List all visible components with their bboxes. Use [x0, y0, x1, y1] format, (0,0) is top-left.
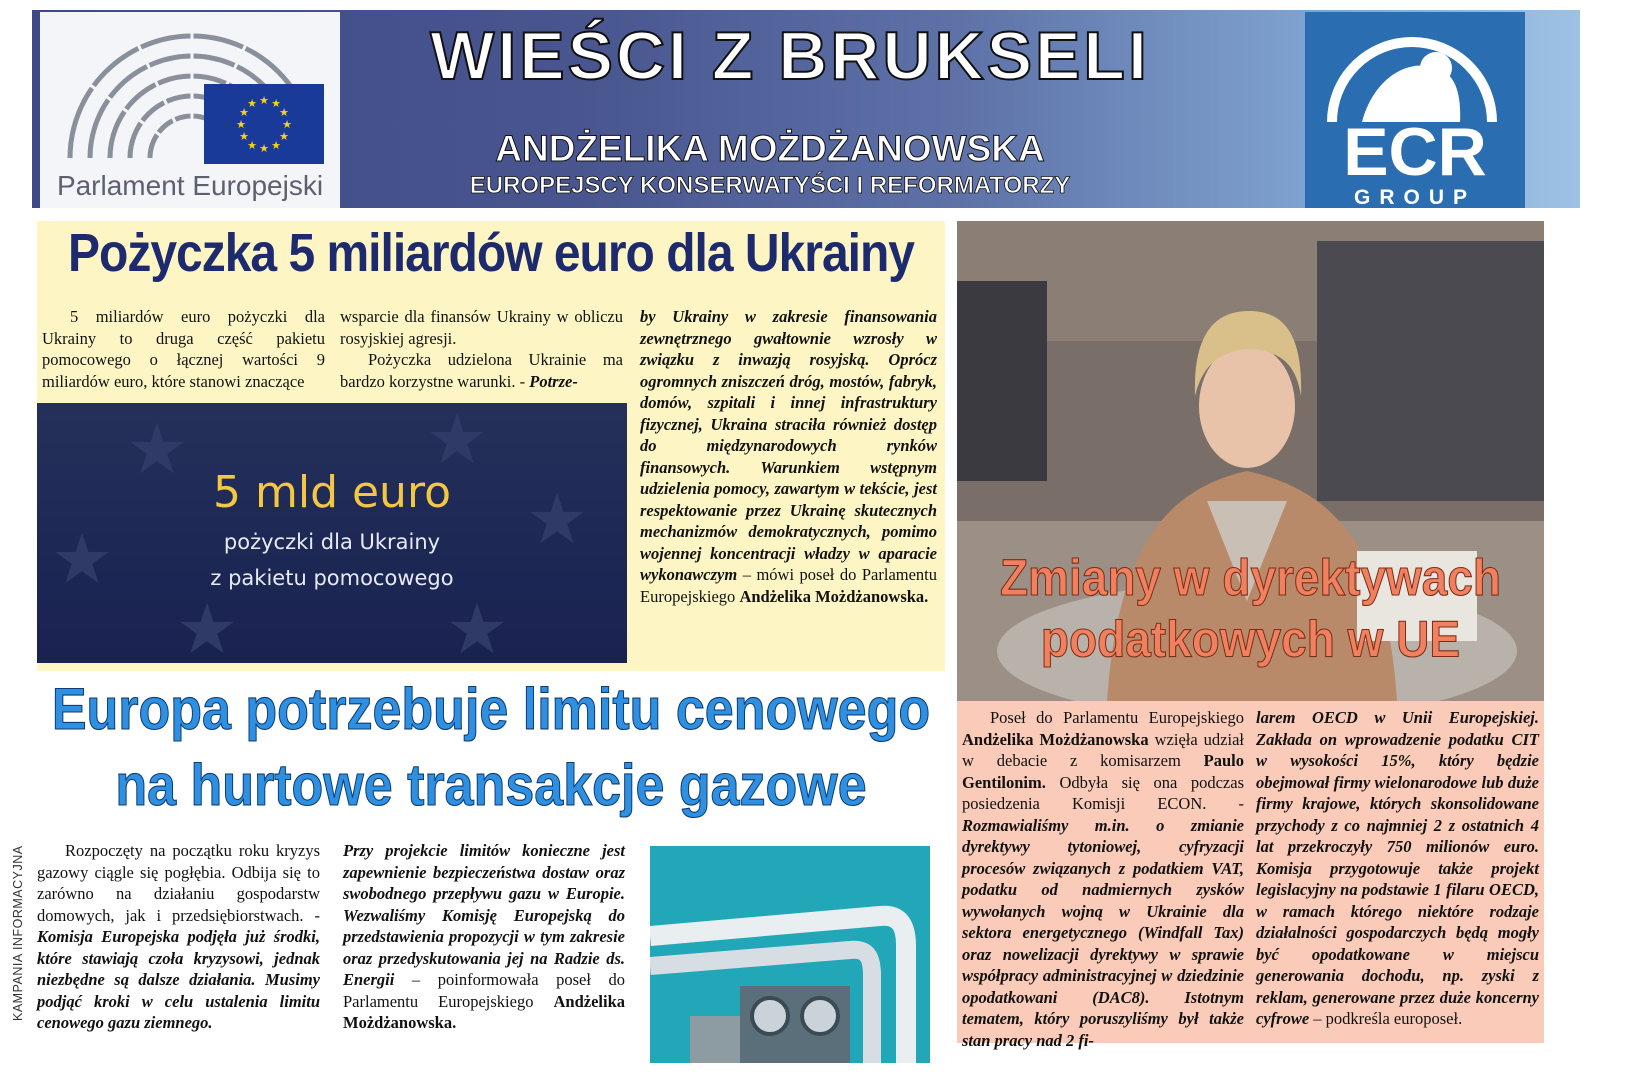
party-name: EUROPEJSCY KONSERWATYŚCI I REFORMATORZY: [469, 172, 1071, 199]
svg-text:★: ★: [271, 97, 281, 110]
svg-text:★: ★: [425, 403, 489, 480]
ecr-group-label: GROUP: [1353, 186, 1476, 209]
svg-text:★: ★: [282, 118, 292, 131]
svg-text:★: ★: [175, 588, 239, 663]
side-label: KAMPANIA INFORMACYJNA: [11, 845, 25, 1021]
lion-icon: [1322, 22, 1502, 122]
svg-text:★: ★: [247, 97, 257, 110]
svg-text:★: ★: [259, 94, 269, 107]
svg-text:★: ★: [50, 518, 114, 600]
svg-text:★: ★: [239, 130, 249, 143]
loan-caption-line-2: z pakietu pomocowego: [210, 566, 454, 590]
svg-text:★: ★: [259, 142, 269, 155]
article-gas-headline-line-1: Europa potrzebuje limitu cenowego: [51, 677, 931, 743]
article-tax-column-2: [1256, 707, 1539, 1030]
svg-text:★: ★: [236, 118, 246, 131]
ecr-wordmark: ECR: [1343, 114, 1487, 190]
paragraph: by Ukrainy w zakresie finansowania zewnętrznego gwałtownie wzrosły w związku z inwazją rosyjską. Oprócz ogromnych zniszczeń dróg, mostów, fabryk, domów, szpitali i innej infrastruktury fizycznej, Ukraina straciła również dostęp do międzynarodowych rynków finansowych. Warunkiem wstępnym udzielenia pomocy, zawartym w tekście, jest respektowanie przez Ukrainę skutecznych mechanizmów demokratycznych, pomimo wojennej koncentracji władzy w aparacie wykonawczym – mówi poseł do Parlamentu Europejskiego Andżelika Możdżanowska.: [640, 307, 938, 606]
publication-title: WIEŚCI Z BRUKSELI: [430, 18, 1150, 94]
article-gas-column-2: [343, 840, 625, 1034]
article-ukraine-loan-column-2: [340, 306, 623, 392]
article-ukraine-loan-column-1: [42, 306, 325, 392]
article-ukraine-loan-headline: Pożyczka 5 miliardów euro dla Ukrainy: [68, 223, 914, 284]
gas-pipeline-photo: [650, 846, 930, 1063]
paragraph: wsparcie dla finansów Ukrainy w obliczu rosyjskiej agresji.: [340, 307, 623, 348]
loan-amount: 5 mld euro: [213, 467, 451, 518]
paragraph: Przy projekcie limitów konieczne jest zapewnienie bezpieczeństwa dostaw oraz swobodnego przepływu gazu w Europie. Wezwaliśmy Komisję Europejską do przedstawienia propozycji w tym zakresie oraz przedyskutowania jej na Radzie ds. Energii – poinformowała poseł do Parlamentu Europejskiego Andżelika Możdżanowska.: [343, 841, 625, 1032]
article-tax-column-1: [962, 707, 1244, 1051]
mep-name: ANDŻELIKA MOŻDŻANOWSKA: [495, 128, 1045, 169]
article-tax-headline-line-1: Zmiany w dyrektywach: [999, 548, 1502, 606]
paragraph: larem OECD w Unii Europejskiej. Zakłada on wprowadzenie podatku CIT w wysokości 15%, który będzie obejmował firmy wielonarodowe lub duże firmy krajowe, których skonsolidowane przychody z co najmniej 2 z ostatnich 4 lat przekroczyły 750 milionów euro. Komisja przygotowuje także projekt legislacyjny na podstawie 1 filaru OECD, w ramach którego niektóre rodzaje działalności gospodarczych będą mogły być opodatkowane w miejscu generowania dochodu, np. zyski z reklam, generowane przez duże koncerny cyfrowe – podkreśla europoseł.: [1256, 708, 1539, 1028]
eu-flag-icon: [204, 84, 324, 164]
article-gas-headline-line-2: na hurtowe transakcje gazowe: [115, 753, 867, 819]
svg-text:★: ★: [247, 139, 257, 152]
pipeline-icon: [650, 846, 930, 1063]
svg-text:★: ★: [279, 106, 289, 119]
article-tax-headline: [957, 546, 1544, 669]
paragraph: 5 miliardów euro pożyczki dla Ukrainy to druga część pakietu pomocowego o łącznej wartości 9 miliardów euro, które stanowi znaczące: [42, 307, 325, 391]
paragraph: Pożyczka udzielona Ukrainie ma bardzo korzystne warunki. - Potrze-: [340, 350, 623, 391]
svg-text:★: ★: [445, 588, 509, 663]
institution-name: Parlament Europejski: [56, 170, 324, 201]
svg-text:★: ★: [239, 106, 249, 119]
article-ukraine-loan-column-3: [640, 306, 937, 607]
article-gas-column-1: [37, 840, 320, 1034]
svg-text:★: ★: [271, 139, 281, 152]
svg-text:★: ★: [279, 130, 289, 143]
loan-caption-line-1: pożyczki dla Ukrainy: [223, 530, 441, 554]
paragraph: Rozpoczęty na początku roku kryzys gazowy ciągle się pogłębia. Odbija się to zarówno na działaniu gospodarstw domowych, jak i przedsiębiorstwach. - Komisja Europejska podjęła już środki, które stawiają czoła kryzysowi, jednak niezbędne są dalsze działania. Musimy podjąć kroki w celu ustalenia limitu cenowego gazu ziemnego.: [37, 841, 320, 1032]
paragraph: Poseł do Parlamentu Europejskiego Andżelika Możdżanowska wzięła udział w debacie z komisarzem Paulo Gentilonim. Odbyła się ona podczas posiedzenia Komisji ECON. - Rozmawialiśmy m.in. o zmianie dyrektywy tytoniowej, cyfryzacji procesów związanych z podatkiem VAT, podatku od nadmiernych zysków wywołanych wojną w Ukrainie dla sektora energetycznego (Windfall Tax) oraz nowelizacji dyrektywy w sprawie współpracy administracyjnej w dziedzinie opodatkowani (DAC8). Istotnym tematem, który poruszyliśmy był także stan pracy nad 2 fi-: [962, 708, 1245, 1050]
svg-text:★: ★: [125, 408, 189, 490]
svg-text:★: ★: [525, 478, 589, 560]
article-tax-headline-line-2: podatkowych w UE: [1040, 610, 1461, 668]
article-gas-headline: [37, 672, 945, 824]
